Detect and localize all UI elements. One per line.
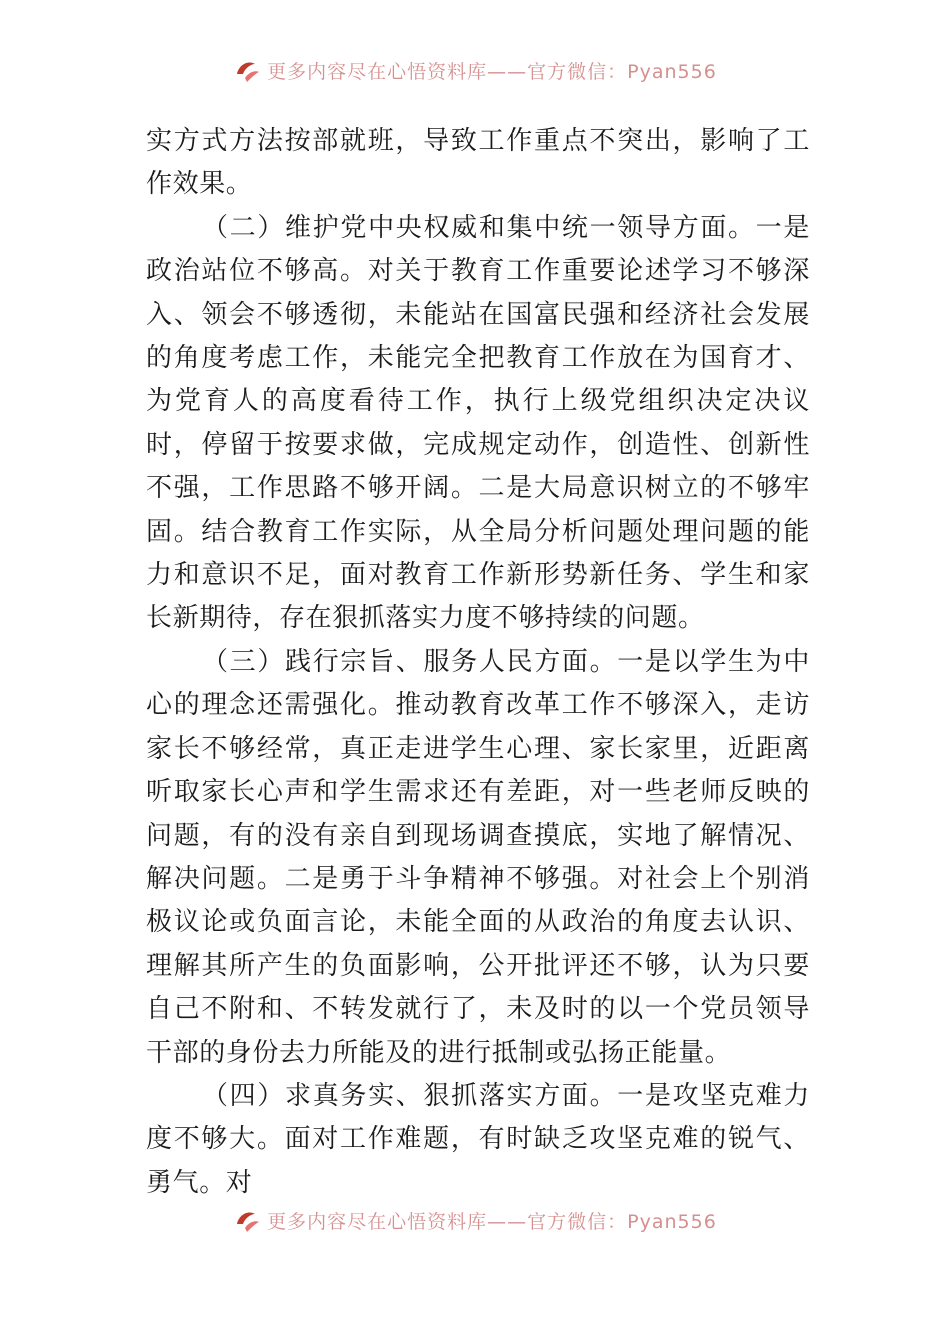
paragraph-section-2: （二）维护党中央权威和集中统一领导方面。一是政治站位不够高。对关于教育工作重要论述学习不够深入、领会不够透彻，未能站在国富民强和经济社会发展的角度考虑工作，未能完全把教育工作放在为国育才、为党育人的高度看待工作，执行上级党组织决定决议时，停留于按要求做，完成规定动作，创造性、创新性不强，工作思路不够开阔。二是大局意识树立的不够牢固。结合教育工作实际，从全局分析问题处理问题的能力和意识不足，面对教育工作新形势新任务、学生和家长新期待，存在狠抓落实力度不够持续的问题。: [146, 212, 810, 634]
paragraph-section-4: （四）求真务实、狠抓落实方面。一是攻坚克难力度不够大。面对工作难题，有时缺乏攻坚克难的锐气、勇气。对: [146, 1080, 810, 1198]
brand-logo-icon: [233, 56, 261, 84]
document-body: [146, 120, 810, 1205]
footer-watermark-text: 更多内容尽在心悟资料库——官方微信：Pyan556: [267, 1210, 717, 1233]
footer-watermark: [0, 1200, 950, 1240]
paragraph-section-3: （三）践行宗旨、服务人民方面。一是以学生为中心的理念还需强化。推动教育改革工作不够深入，走访家长不够经常，真正走进学生心理、家长家里，近距离听取家长心声和学生需求还有差距，对一些老师反映的问题，有的没有亲自到现场调查摸底，实地了解情况、解决问题。二是勇于斗争精神不够强。对社会上个别消极议论或负面言论，未能全面的从政治的角度去认识、理解其所产生的负面影响，公开批评还不够，认为只要自己不附和、不转发就行了，未及时的以一个党员领导干部的身份去力所能及的进行抵制或弘扬正能量。: [146, 646, 810, 1068]
paragraph-continuation: 实方式方法按部就班，导致工作重点不突出，影响了工作效果。: [146, 126, 810, 200]
header-watermark: [0, 50, 950, 90]
header-watermark-text: 更多内容尽在心悟资料库——官方微信：Pyan556: [267, 60, 717, 83]
brand-logo-icon: [233, 1206, 261, 1234]
